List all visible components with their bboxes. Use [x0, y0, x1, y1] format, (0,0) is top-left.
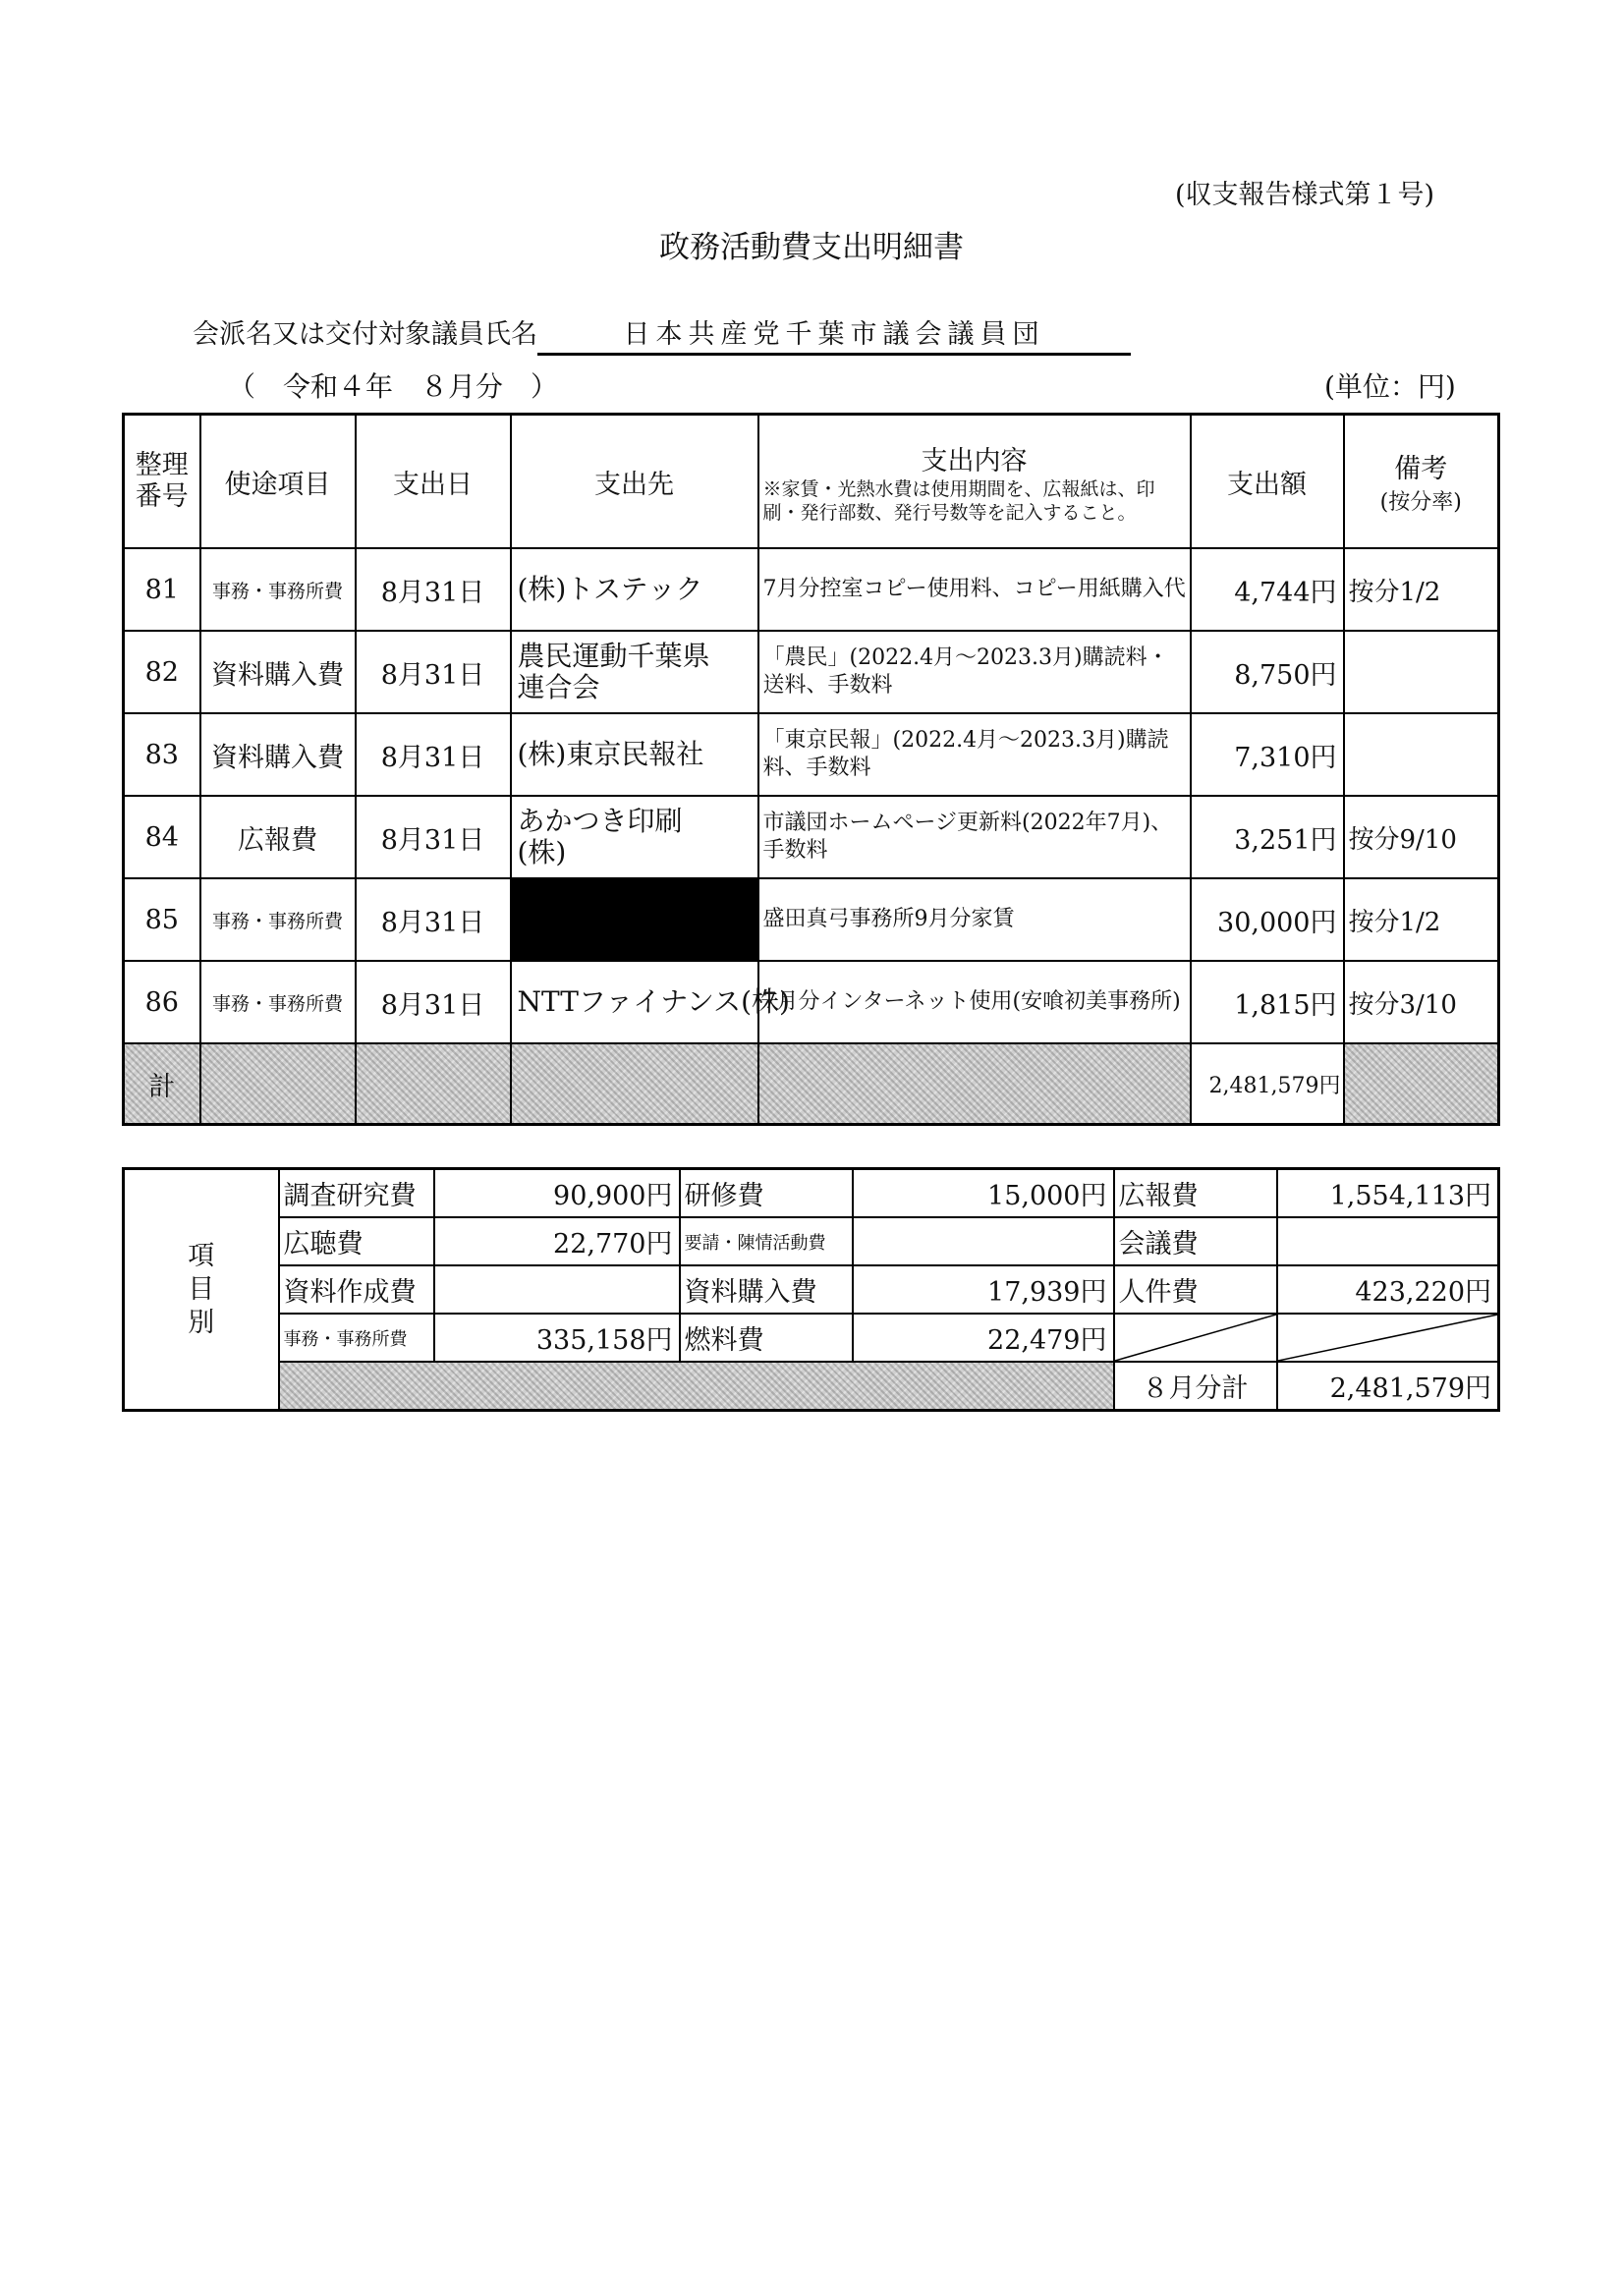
empty-diagonal-cell [1277, 1314, 1499, 1362]
document-title: 政務活動費支出明細書 [659, 230, 964, 265]
row-number: 86 [124, 961, 200, 1043]
row-content: 7月分インターネット使用(安喰初美事務所) [758, 961, 1191, 1043]
total-shaded-cell [758, 1043, 1191, 1125]
row-remarks: 按分1/2 [1344, 878, 1499, 961]
category-label: 事務・事務所費 [279, 1314, 434, 1362]
category-label: 広聴費 [279, 1217, 434, 1265]
summary-row [124, 1169, 1499, 1218]
table-row [124, 713, 1499, 796]
table-row [124, 548, 1499, 631]
row-date: 8月31日 [356, 961, 511, 1043]
row-date: 8月31日 [356, 631, 511, 713]
row-number: 81 [124, 548, 200, 631]
row-remarks [1344, 713, 1499, 796]
summary-side-label: 項 目 別 [124, 1169, 279, 1411]
row-date: 8月31日 [356, 796, 511, 878]
row-date: 8月31日 [356, 713, 511, 796]
expense-table [122, 413, 1500, 1126]
category-value: 1,554,113円 [1277, 1169, 1499, 1218]
header-remarks-title: 備考 [1394, 454, 1448, 484]
total-shaded-cell [356, 1043, 511, 1125]
diagonal-strike [1278, 1315, 1498, 1361]
category-summary-table [122, 1167, 1500, 1412]
total-shaded-cell [511, 1043, 758, 1125]
row-remarks: 按分9/10 [1344, 796, 1499, 878]
header-purpose: 使途項目 [200, 415, 356, 549]
table-row [124, 631, 1499, 713]
row-date: 8月31日 [356, 878, 511, 961]
header-date: 支出日 [356, 415, 511, 549]
total-amount: 2,481,579円 [1191, 1043, 1344, 1125]
total-label: 計 [124, 1043, 200, 1125]
header-remarks [1344, 415, 1499, 549]
category-label: 会議費 [1114, 1217, 1277, 1265]
header-remarks-sub: (按分率) [1379, 490, 1462, 515]
row-content: 「農民」(2022.4月～2023.3月)購読料・送料、手数料 [758, 631, 1191, 713]
summary-row [124, 1314, 1499, 1362]
category-value: 423,220円 [1277, 1265, 1499, 1314]
category-value: 90,900円 [434, 1169, 680, 1218]
redacted-payee [511, 878, 758, 961]
summary-row [124, 1362, 1499, 1411]
header-content [758, 415, 1191, 549]
category-value: 335,158円 [434, 1314, 680, 1362]
category-label: 調査研究費 [279, 1169, 434, 1218]
table-row [124, 878, 1499, 961]
row-purpose: 事務・事務所費 [200, 548, 356, 631]
category-label: 広報費 [1114, 1169, 1277, 1218]
row-number: 83 [124, 713, 200, 796]
month-total-label: ８月分計 [1114, 1362, 1277, 1411]
row-purpose: 広報費 [200, 796, 356, 878]
row-payee: 農民運動千葉県 連合会 [511, 631, 758, 713]
total-row [124, 1043, 1499, 1125]
row-content: 7月分控室コピー使用料、コピー用紙購入代 [758, 548, 1191, 631]
total-shaded-cell [200, 1043, 356, 1125]
row-number: 84 [124, 796, 200, 878]
header-amount: 支出額 [1191, 415, 1344, 549]
row-amount: 8,750円 [1191, 631, 1344, 713]
row-purpose: 資料購入費 [200, 713, 356, 796]
summary-row [124, 1217, 1499, 1265]
table-row [124, 961, 1499, 1043]
category-label: 資料購入費 [680, 1265, 853, 1314]
row-remarks: 按分3/10 [1344, 961, 1499, 1043]
row-payee: NTTファイナンス(株) [511, 961, 758, 1043]
faction-label: 会派名又は交付対象議員氏名 [193, 319, 537, 350]
row-payee: (株)トステック [511, 548, 758, 631]
row-number: 82 [124, 631, 200, 713]
row-purpose: 事務・事務所費 [200, 878, 356, 961]
total-shaded-cell [1344, 1043, 1499, 1125]
table-row [124, 796, 1499, 878]
row-purpose: 資料購入費 [200, 631, 356, 713]
header-content-note: ※家賃・光熱水費は使用期間を、広報紙は、印刷・発行部数、発行号数等を記入すること。 [762, 477, 1155, 524]
row-number: 85 [124, 878, 200, 961]
category-label: 人件費 [1114, 1265, 1277, 1314]
category-value [853, 1217, 1114, 1265]
header-number: 整理 番号 [124, 415, 200, 549]
category-value: 22,770円 [434, 1217, 680, 1265]
category-value [434, 1265, 680, 1314]
category-value: 15,000円 [853, 1169, 1114, 1218]
row-payee: あかつき印刷 (株) [511, 796, 758, 878]
empty-diagonal-cell [1114, 1314, 1277, 1362]
header-payee: 支出先 [511, 415, 758, 549]
category-label: 資料作成費 [279, 1265, 434, 1314]
form-number: (収支報告様式第１号) [1175, 180, 1435, 210]
header-content-title: 支出内容 [921, 445, 1028, 476]
row-purpose: 事務・事務所費 [200, 961, 356, 1043]
row-amount: 7,310円 [1191, 713, 1344, 796]
row-amount: 1,815円 [1191, 961, 1344, 1043]
row-content: 盛田真弓事務所9月分家賃 [758, 878, 1191, 961]
month-total-value: 2,481,579円 [1277, 1362, 1499, 1411]
summary-shaded-cell [279, 1362, 1114, 1411]
summary-row [124, 1265, 1499, 1314]
category-label: 燃料費 [680, 1314, 853, 1362]
faction-row [193, 312, 1131, 356]
diagonal-strike [1115, 1315, 1276, 1361]
category-value [1277, 1217, 1499, 1265]
category-label: 要請・陳情活動費 [680, 1217, 853, 1265]
unit-label: (単位：円) [1324, 370, 1456, 403]
row-remarks: 按分1/2 [1344, 548, 1499, 631]
row-content: 「東京民報」(2022.4月～2023.3月)購読料、手数料 [758, 713, 1191, 796]
row-amount: 30,000円 [1191, 878, 1344, 961]
row-amount: 3,251円 [1191, 796, 1344, 878]
row-content: 市議団ホームページ更新料(2022年7月)、手数料 [758, 796, 1191, 878]
row-remarks [1344, 631, 1499, 713]
row-amount: 4,744円 [1191, 548, 1344, 631]
category-label: 研修費 [680, 1169, 853, 1218]
category-value: 17,939円 [853, 1265, 1114, 1314]
table-header-row [124, 415, 1499, 549]
reporting-period: （ 令和４年 ８月分 ） [228, 370, 559, 403]
row-date: 8月31日 [356, 548, 511, 631]
category-value: 22,479円 [853, 1314, 1114, 1362]
faction-name: 日本共産党千葉市議会議員団 [537, 312, 1131, 356]
row-payee: (株)東京民報社 [511, 713, 758, 796]
